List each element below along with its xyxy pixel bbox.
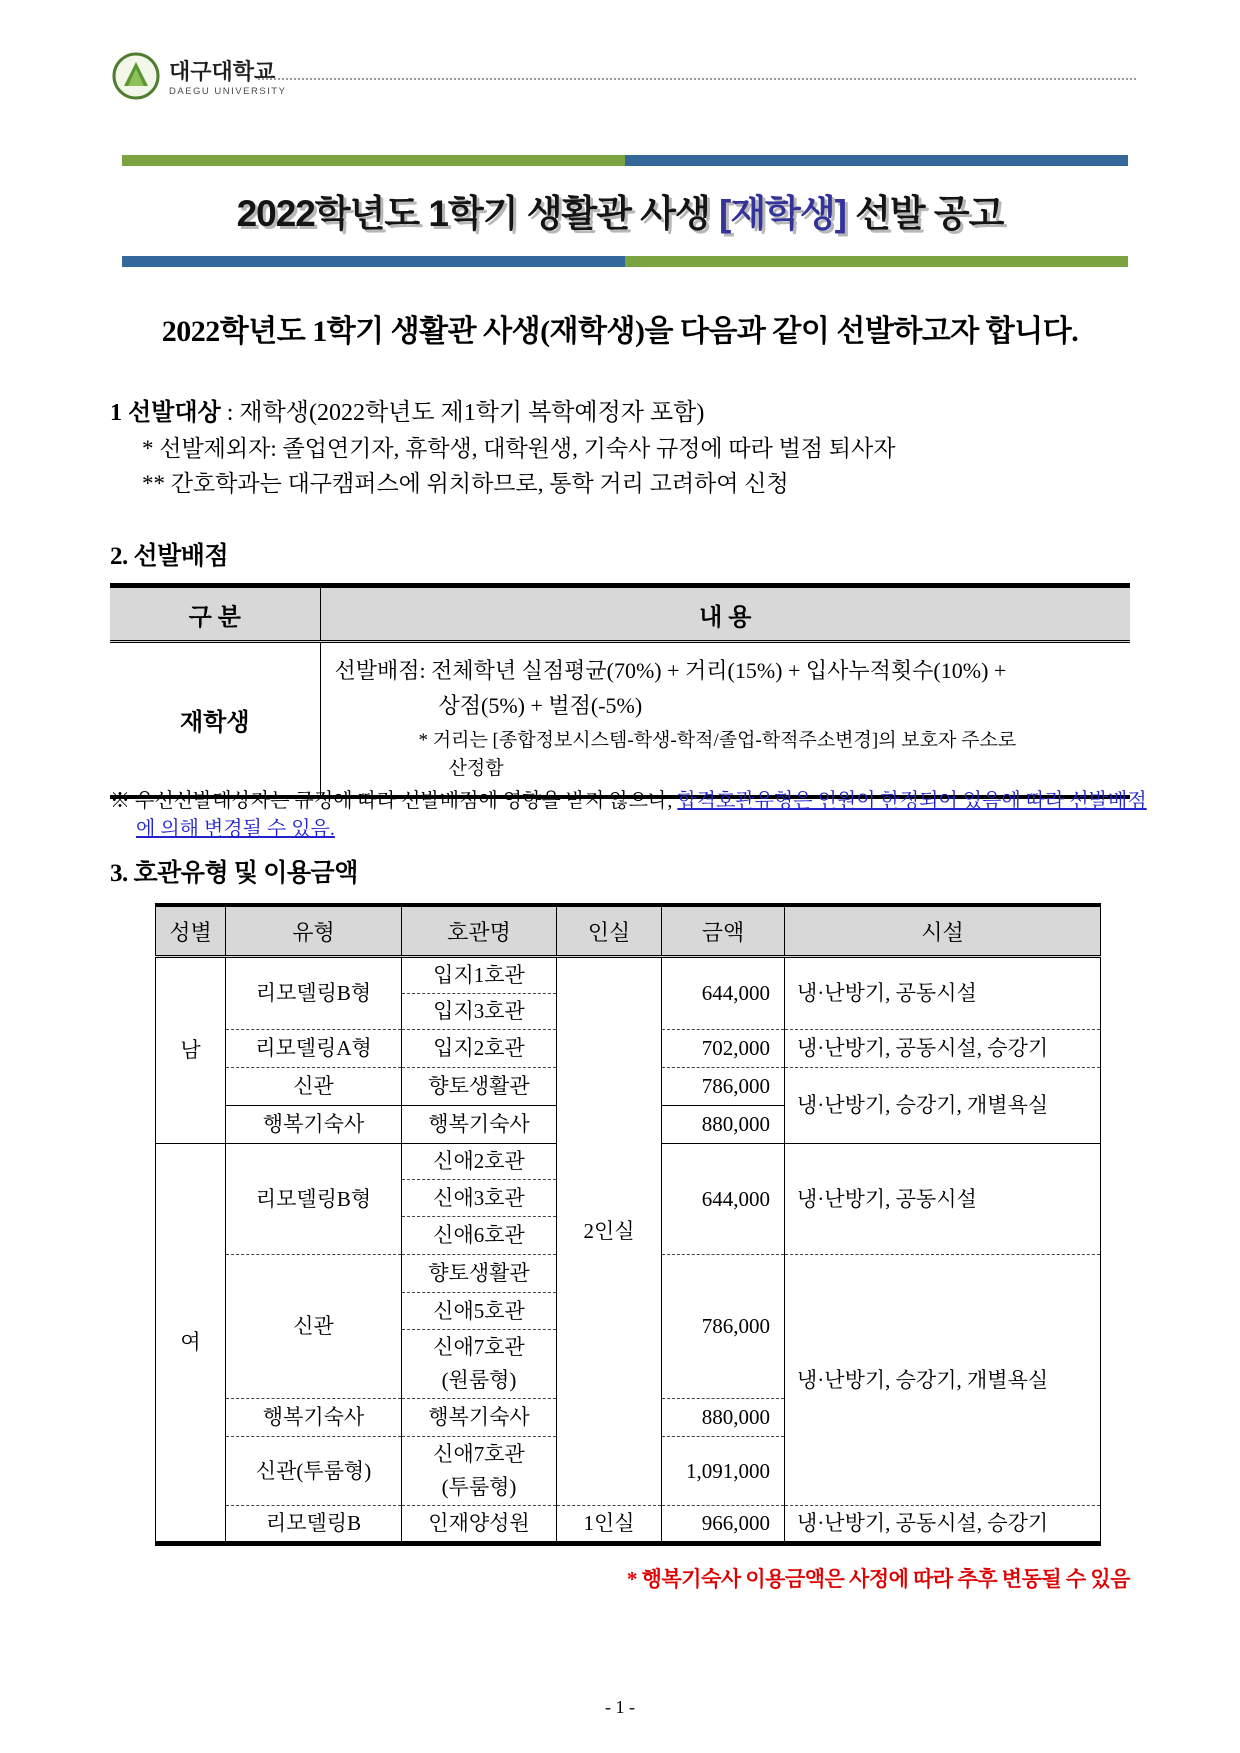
scoring-note-line1: * 거리는 [종합정보시스템-학생-학적/졸업-학적주소변경]의 보호자 주소로: [418, 730, 1017, 751]
section-2-table-wrap: [110, 583, 1130, 799]
cell-building-ipji1: 입지1호관: [402, 957, 557, 994]
fee-change-warning: * 행복기숙사 이용금액은 사정에 따라 추후 변동될 수 있음: [626, 1567, 1130, 1591]
cell-facility-male-common-elevator: 냉·난방기, 공동시설, 승강기: [785, 1030, 1101, 1068]
scoring-formula-line2: 상점(5%) + 벌점(-5%): [438, 693, 643, 718]
cell-building-happy-male: 행복기숙사: [402, 1106, 557, 1144]
cell-building-sinae6: 신애6호관: [402, 1217, 557, 1255]
cell-price-male-786000: 786,000: [662, 1068, 785, 1106]
cell-facility-female-common: 냉·난방기, 공동시설: [785, 1144, 1101, 1255]
university-seal-icon: [112, 52, 160, 105]
sinae7-oneroom-line1: 신애7호관: [433, 1335, 525, 1359]
cell-female-type-happy: 행복기숙사: [226, 1399, 402, 1437]
bar-green-segment: [122, 155, 625, 166]
cell-price-female-644000: 644,000: [662, 1144, 785, 1255]
section-1-label: 1 선발대상: [110, 400, 221, 426]
scoring-formula-line1: 선발배점: 전체학년 실점평균(70%) + 거리(15%) + 입사누적횟수(10%) +: [334, 658, 1007, 683]
university-name-english: DAEGU UNIVERSITY: [169, 86, 287, 98]
cell-occupancy-single: 1인실: [557, 1506, 662, 1544]
col-header-facility: 시설: [785, 905, 1101, 957]
cell-facility-female-elevator-bath: 냉·난방기, 승강기, 개별욕실: [785, 1255, 1101, 1506]
section-1-value: : 재학생(2022학년도 제1학기 복학예정자 포함): [220, 400, 705, 426]
cell-facility-female-common-elevator: 냉·난방기, 공동시설, 승강기: [785, 1506, 1101, 1544]
col-header-occupancy: 인실: [557, 905, 662, 957]
cell-gender-male: 남: [156, 957, 226, 1144]
cell-occupancy-double: 2인실: [557, 957, 662, 1506]
section-1-note-1: * 선발제외자: 졸업연기자, 휴학생, 대학원생, 기숙사 규정에 따라 벌점 퇴사자: [142, 436, 896, 461]
bar-green-segment: [625, 256, 1128, 267]
section-1-selection-target: [110, 396, 1140, 501]
title-part1: 2022학년도 1학기 생활관 사생: [236, 193, 720, 234]
cell-female-type-remodelB-single: 리모델링B: [226, 1506, 402, 1544]
title-part2: 선발 공고: [845, 193, 1004, 234]
col-header-type: 유형: [226, 905, 402, 957]
cell-building-injae: 인재양성원: [402, 1506, 557, 1544]
cell-female-type-tworoom: 신관(투룸형): [226, 1437, 402, 1506]
cell-building-sinae7-tworoom: [402, 1437, 557, 1506]
header-dotted-divider: [258, 78, 1136, 80]
cell-female-type-new: 신관: [226, 1255, 402, 1399]
scoring-content-cell: [320, 642, 1130, 798]
dormitory-fee-table: [155, 903, 1101, 1546]
title-bottom-bar: [122, 256, 1128, 267]
cell-building-hyangto-male: 향토생활관: [402, 1068, 557, 1106]
section-3-table-wrap: [155, 903, 1130, 1593]
cell-building-sinae2: 신애2호관: [402, 1144, 557, 1180]
col-header-price: 금액: [662, 905, 785, 957]
cell-price-female-1091000: 1,091,000: [662, 1437, 785, 1506]
cell-building-sinae5: 신애5호관: [402, 1293, 557, 1330]
cell-building-sinae3: 신애3호관: [402, 1180, 557, 1217]
footnote-black-part: ※ 우선선발대상자는 규정에 따라 선발배점에 영향을 받지 않으나,: [110, 790, 678, 812]
section-1-heading-line: [110, 396, 1140, 431]
scoring-row-label: 재학생: [179, 709, 250, 736]
cell-facility-male-common: 냉·난방기, 공동시설: [785, 957, 1101, 1030]
cell-gender-female: 여: [156, 1144, 226, 1544]
scoring-col-header-content: 내 용: [320, 586, 1130, 642]
section-1-note-2: ** 간호학과는 대구캠퍼스에 위치하므로, 통학 거리 고려하여 신청: [142, 471, 789, 496]
cell-price-female-786000: 786,000: [662, 1255, 785, 1399]
bar-blue-segment: [625, 155, 1128, 166]
page-title: [0, 183, 1240, 237]
cell-building-sinae7-oneroom: [402, 1330, 557, 1399]
page-number: - 1 -: [605, 1697, 635, 1717]
footnote-blue-underlined-part: 합격호관유형은 인원이 한정되어 있음에 따라 선발배점에 의해 변경될 수 있음.: [136, 790, 1147, 840]
cell-male-type-remodelA: 리모델링A형: [226, 1030, 402, 1068]
cell-price-male-880000: 880,000: [662, 1106, 785, 1144]
scoring-table: [110, 583, 1130, 799]
cell-price-female-880000: 880,000: [662, 1399, 785, 1437]
scoring-note-line2: 산정함: [448, 758, 504, 779]
col-header-building: 호관명: [402, 905, 557, 957]
cell-building-happy-female: 행복기숙사: [402, 1399, 557, 1437]
cell-female-type-remodelB: 리모델링B형: [226, 1144, 402, 1255]
cell-price-female-966000: 966,000: [662, 1506, 785, 1544]
scoring-col-header-category: 구 분: [110, 586, 320, 642]
cell-price-male-702000: 702,000: [662, 1030, 785, 1068]
section-2-footnote: [110, 787, 1164, 843]
col-header-gender: 성별: [156, 905, 226, 957]
section-2-heading: 2. 선발배점: [110, 543, 229, 570]
cell-price-male-644000: 644,000: [662, 957, 785, 1030]
sinae7-tworoom-line2: (투룸형): [441, 1475, 517, 1499]
cell-male-type-remodelB: 리모델링B형: [226, 957, 402, 1030]
sinae7-oneroom-line2: (원룸형): [441, 1368, 517, 1392]
section-3-heading: 3. 호관유형 및 이용금액: [110, 860, 358, 887]
university-name-korean: 대구대학교: [169, 58, 276, 84]
bar-blue-segment: [122, 256, 625, 267]
cell-facility-male-elevator-bath: 냉·난방기, 승강기, 개별욕실: [785, 1068, 1101, 1144]
cell-male-type-new: 신관: [226, 1068, 402, 1106]
cell-male-type-happy: 행복기숙사: [226, 1106, 402, 1144]
cell-building-ipji2: 입지2호관: [402, 1030, 557, 1068]
cell-building-hyangto-female: 향토생활관: [402, 1255, 557, 1293]
cell-building-ipji3: 입지3호관: [402, 994, 557, 1030]
sinae7-tworoom-line1: 신애7호관: [433, 1442, 525, 1466]
title-top-bar: [122, 155, 1128, 166]
intro-sentence: 2022학년도 1학기 생활관 사생(재학생)을 다음과 같이 선발하고자 합니다.: [161, 315, 1079, 348]
title-highlight: [재학생]: [719, 193, 846, 234]
